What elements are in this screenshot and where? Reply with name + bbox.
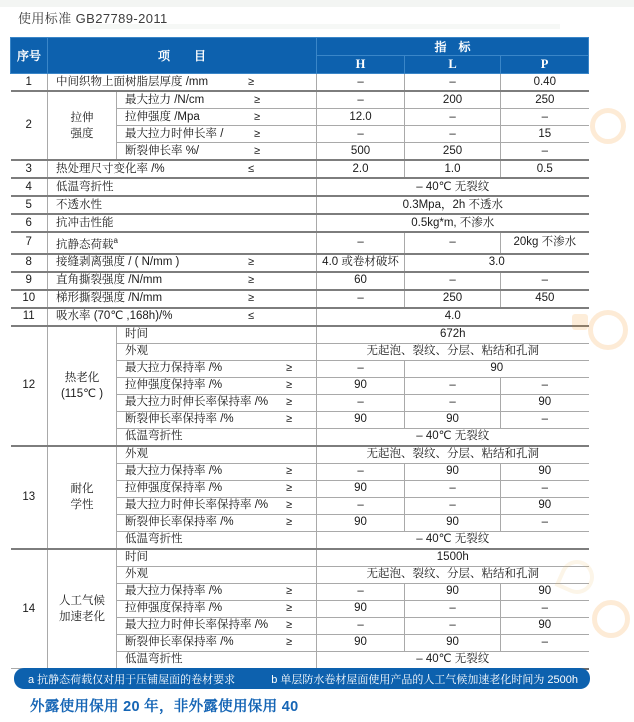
spec-table <box>10 37 589 670</box>
item-label: 拉伸强度保持率 /% <box>125 602 223 615</box>
value-cell: 90 <box>501 394 589 411</box>
item-label: 最大拉力时伸长率 / <box>125 127 224 140</box>
value-cell: – <box>405 272 501 290</box>
footnote-a: a 抗静态荷载仅对用于压铺屋面的卷材要求 <box>28 673 236 686</box>
value-cell-merged: 无起泡、裂纹、分层、粘结和孔洞 <box>317 566 589 583</box>
item-cell <box>48 214 317 232</box>
value-cell: 250 <box>405 290 501 308</box>
value-cell: 90 <box>317 480 405 497</box>
value-cell: 90 <box>317 600 405 617</box>
col-header-l: L <box>405 56 501 74</box>
item-cell <box>117 566 317 583</box>
watermark <box>592 600 630 638</box>
item-label: 断裂伸长率保持率 /% <box>125 516 234 529</box>
table-row <box>11 74 589 92</box>
item-label: 最大拉力时伸长率保持率 /% <box>125 619 269 632</box>
ge-symbol: ≥ <box>253 144 261 157</box>
item-label: 直角撕裂强度 /N/mm <box>56 274 163 287</box>
item-label: 梯形撕裂强度 /N/mm <box>56 292 163 305</box>
group-label: 加速老化 <box>59 611 105 624</box>
row-number: 2 <box>11 91 48 160</box>
le-symbol: ≤ <box>247 310 255 323</box>
value-cell-merged: 1500h <box>317 549 589 567</box>
value-cell: – <box>405 394 501 411</box>
value-cell: 450 <box>501 290 589 308</box>
item-label: 拉伸强度保持率 /% <box>125 482 223 495</box>
ge-symbol: ≥ <box>253 127 261 140</box>
ge-symbol: ≥ <box>285 362 293 375</box>
ge-symbol: ≥ <box>247 75 255 88</box>
item-label: 抗冲击性能 <box>56 216 114 229</box>
item-label: 断裂伸长率保持率 /% <box>125 413 234 426</box>
value-cell-merged: 无起泡、裂纹、分层、粘结和孔洞 <box>317 343 589 360</box>
item-cell <box>48 74 317 92</box>
item-cell <box>117 126 317 143</box>
value-cell-merged: – 40℃ 无裂纹 <box>317 531 589 549</box>
value-cell: – <box>317 290 405 308</box>
item-label: 外观 <box>125 568 148 581</box>
item-label: 最大拉力时伸长率保持率 /% <box>125 499 269 512</box>
item-label: 热处理尺寸变化率 /% <box>56 162 165 175</box>
item-label: 拉伸强度保持率 /% <box>125 379 223 392</box>
ge-symbol: ≥ <box>247 292 255 305</box>
warranty-note: 外露使用保用 20 年，非外露使用保用 40 <box>30 699 299 715</box>
value-cell: 90 <box>317 411 405 428</box>
value-cell: – <box>501 634 589 651</box>
table-row <box>11 214 589 232</box>
item-label: 中间织物上面树脂层厚度 /mm <box>56 75 209 88</box>
row-number: 5 <box>11 196 48 214</box>
item-cell <box>117 480 317 497</box>
item-cell <box>48 160 317 178</box>
item-cell <box>117 651 317 669</box>
ge-symbol: ≥ <box>285 396 293 409</box>
value-cell: – <box>405 109 501 126</box>
item-cell <box>117 549 317 567</box>
value-cell: – <box>405 600 501 617</box>
table-row <box>11 549 589 567</box>
value-cell: – <box>317 617 405 634</box>
table-row <box>11 91 589 109</box>
value-cell: – <box>501 143 589 161</box>
ge-symbol: ≥ <box>285 585 293 598</box>
ge-symbol: ≥ <box>285 379 293 392</box>
item-label: 最大拉力 /N/cm <box>125 93 205 106</box>
value-cell: 90 <box>501 497 589 514</box>
value-cell: 12.0 <box>317 109 405 126</box>
item-cell <box>48 196 317 214</box>
watermark <box>590 108 626 144</box>
value-cell: 90 <box>405 514 501 531</box>
group-cell <box>48 91 117 160</box>
value-cell: – <box>501 480 589 497</box>
item-cell <box>117 143 317 161</box>
item-cell <box>117 497 317 514</box>
value-cell: 0.5 <box>501 160 589 178</box>
ge-symbol: ≥ <box>285 499 293 512</box>
value-cell: 250 <box>405 143 501 161</box>
value-cell: – <box>501 377 589 394</box>
value-cell: 90 <box>405 411 501 428</box>
row-number: 8 <box>11 254 48 272</box>
col-header-indicator: 指 标 <box>317 38 589 56</box>
table-row <box>11 290 589 308</box>
value-cell: – <box>501 600 589 617</box>
value-cell: 250 <box>501 91 589 109</box>
item-cell <box>117 617 317 634</box>
value-cell: 90 <box>501 617 589 634</box>
table-row <box>11 308 589 326</box>
le-symbol: ≤ <box>247 162 255 175</box>
ge-symbol: ≥ <box>247 274 255 287</box>
item-cell <box>117 446 317 464</box>
item-cell <box>117 326 317 344</box>
value-cell: – <box>405 497 501 514</box>
value-cell: 2.0 <box>317 160 405 178</box>
ge-symbol: ≥ <box>253 93 261 106</box>
item-label: 拉伸强度 /Mpa <box>125 110 200 123</box>
value-cell: 0.40 <box>501 74 589 92</box>
item-cell <box>117 514 317 531</box>
item-cell <box>48 308 317 326</box>
table-row <box>11 326 589 344</box>
item-label: 吸水率 (70℃ ,168h)/% <box>56 310 173 323</box>
row-number: 10 <box>11 290 48 308</box>
item-cell <box>117 377 317 394</box>
group-label: 强度 <box>70 127 94 140</box>
value-cell: – <box>317 126 405 143</box>
col-header-item: 项 目 <box>48 38 317 74</box>
ge-symbol: ≥ <box>285 636 293 649</box>
value-cell: 15 <box>501 126 589 143</box>
value-cell-merged: 4.0 <box>317 308 589 326</box>
item-label: 外观 <box>125 345 148 358</box>
value-cell: 500 <box>317 143 405 161</box>
value-cell: 1.0 <box>405 160 501 178</box>
value-cell: 4.0 或卷材破坏 <box>317 254 405 272</box>
item-label: 最大拉力保持率 /% <box>125 465 223 478</box>
item-cell <box>117 428 317 446</box>
item-cell <box>117 531 317 549</box>
value-cell-merged: – 40℃ 无裂纹 <box>317 178 589 196</box>
group-label: 热老化 <box>64 371 100 384</box>
table-row <box>11 196 589 214</box>
item-label: 断裂伸长率 %/ <box>125 144 200 157</box>
value-cell: – <box>317 394 405 411</box>
table-row <box>11 446 589 464</box>
value-cell: – <box>317 463 405 480</box>
row-number: 3 <box>11 160 48 178</box>
group-label: (115℃ ) <box>60 387 104 400</box>
item-cell <box>117 583 317 600</box>
value-cell: – <box>317 497 405 514</box>
item-label: 时间 <box>125 328 148 341</box>
row-number: 7 <box>11 232 48 254</box>
group-label: 拉伸 <box>70 111 94 124</box>
group-cell <box>48 326 117 446</box>
item-label: 低温弯折性 <box>125 653 183 666</box>
header-row <box>11 38 589 56</box>
item-label: 外观 <box>125 448 148 461</box>
group-label: 学性 <box>70 499 94 512</box>
ge-symbol: ≥ <box>247 256 255 269</box>
value-cell: – <box>317 360 405 377</box>
item-cell <box>48 178 317 196</box>
value-cell: 20kg 不渗水 <box>501 232 589 254</box>
value-cell: – <box>317 583 405 600</box>
value-cell: 90 <box>317 377 405 394</box>
value-cell: – <box>317 74 405 92</box>
row-number: 1 <box>11 74 48 92</box>
page-title: 使用标准 GB27789-2011 <box>18 11 168 26</box>
value-cell-merged: 无起泡、裂纹、分层、粘结和孔洞 <box>317 446 589 464</box>
item-label: 低温弯折性 <box>56 180 114 193</box>
row-number: 13 <box>11 446 48 549</box>
item-label: 接缝剥离强度 / ( N/mm ) <box>56 256 180 269</box>
item-cell <box>117 394 317 411</box>
value-cell-merged: 672h <box>317 326 589 344</box>
item-cell <box>117 463 317 480</box>
value-cell-merged: 0.3Mpa，2h 不透水 <box>317 196 589 214</box>
row-number: 9 <box>11 272 48 290</box>
group-label: 人工气候 <box>59 595 105 608</box>
ge-symbol: ≥ <box>253 110 261 123</box>
footnote-b: b 单层防水卷材屋面使用产品的人工气候加速老化时间为 2500h <box>271 673 579 686</box>
col-header-no: 序号 <box>11 38 48 74</box>
ge-symbol: ≥ <box>285 413 293 426</box>
item-label: 断裂伸长率保持率 /% <box>125 636 234 649</box>
item-cell <box>48 232 317 254</box>
ge-symbol: ≥ <box>285 602 293 615</box>
item-cell <box>117 109 317 126</box>
ge-symbol: ≥ <box>285 516 293 529</box>
scan-artifact <box>0 0 634 7</box>
row-number: 11 <box>11 308 48 326</box>
group-cell <box>48 446 117 549</box>
value-cell-merged: – 40℃ 无裂纹 <box>317 651 589 669</box>
value-cell: 90 <box>405 463 501 480</box>
item-label: 最大拉力保持率 /% <box>125 585 223 598</box>
value-cell: 90 <box>501 463 589 480</box>
ge-symbol: ≥ <box>285 619 293 632</box>
item-cell <box>117 634 317 651</box>
table-row <box>11 272 589 290</box>
value-cell-merged: 90 <box>405 360 589 377</box>
item-cell <box>117 343 317 360</box>
item-label: 低温弯折性 <box>125 533 183 546</box>
value-cell-merged: 0.5kg*m, 不渗水 <box>317 214 589 232</box>
value-cell: – <box>405 617 501 634</box>
value-cell: – <box>317 232 405 254</box>
item-cell <box>48 272 317 290</box>
row-number: 14 <box>11 549 48 669</box>
table-row <box>11 254 589 272</box>
value-cell: – <box>501 514 589 531</box>
value-cell: – <box>317 91 405 109</box>
value-cell: 200 <box>405 91 501 109</box>
value-cell: 90 <box>501 583 589 600</box>
ge-symbol: ≥ <box>285 482 293 495</box>
value-cell: – <box>501 109 589 126</box>
value-cell: – <box>405 126 501 143</box>
col-header-p: P <box>501 56 589 74</box>
value-cell-merged: 3.0 <box>405 254 589 272</box>
footnote-bar <box>14 668 590 689</box>
table-row <box>11 160 589 178</box>
value-cell: – <box>501 272 589 290</box>
item-cell <box>117 411 317 428</box>
item-text: 抗静态荷载 <box>56 238 114 251</box>
table-header <box>11 38 589 74</box>
value-cell: 60 <box>317 272 405 290</box>
item-label: 低温弯折性 <box>125 430 183 443</box>
value-cell: 90 <box>317 514 405 531</box>
item-cell <box>117 600 317 617</box>
item-label: 最大拉力时伸长率保持率 /% <box>125 396 269 409</box>
ge-symbol: ≥ <box>285 465 293 478</box>
watermark <box>588 310 628 350</box>
value-cell: – <box>405 74 501 92</box>
item-cell <box>117 91 317 109</box>
value-cell: – <box>405 377 501 394</box>
item-label: 不透水性 <box>56 198 102 211</box>
row-number: 12 <box>11 326 48 446</box>
value-cell: – <box>405 232 501 254</box>
row-number: 6 <box>11 214 48 232</box>
item-cell <box>117 360 317 377</box>
footnote-marker: a <box>113 236 118 245</box>
group-label: 耐化 <box>70 483 94 496</box>
item-cell <box>48 290 317 308</box>
value-cell: 90 <box>317 634 405 651</box>
item-label: 时间 <box>125 551 148 564</box>
item-label <box>56 233 118 253</box>
value-cell: 90 <box>405 634 501 651</box>
group-cell <box>48 549 117 669</box>
value-cell: 90 <box>405 583 501 600</box>
item-cell <box>48 254 317 272</box>
table-row <box>11 178 589 196</box>
row-number: 4 <box>11 178 48 196</box>
item-label: 最大拉力保持率 /% <box>125 362 223 375</box>
value-cell-merged: – 40℃ 无裂纹 <box>317 428 589 446</box>
table-row <box>11 232 589 254</box>
value-cell: – <box>405 480 501 497</box>
col-header-h: H <box>317 56 405 74</box>
value-cell: – <box>501 411 589 428</box>
